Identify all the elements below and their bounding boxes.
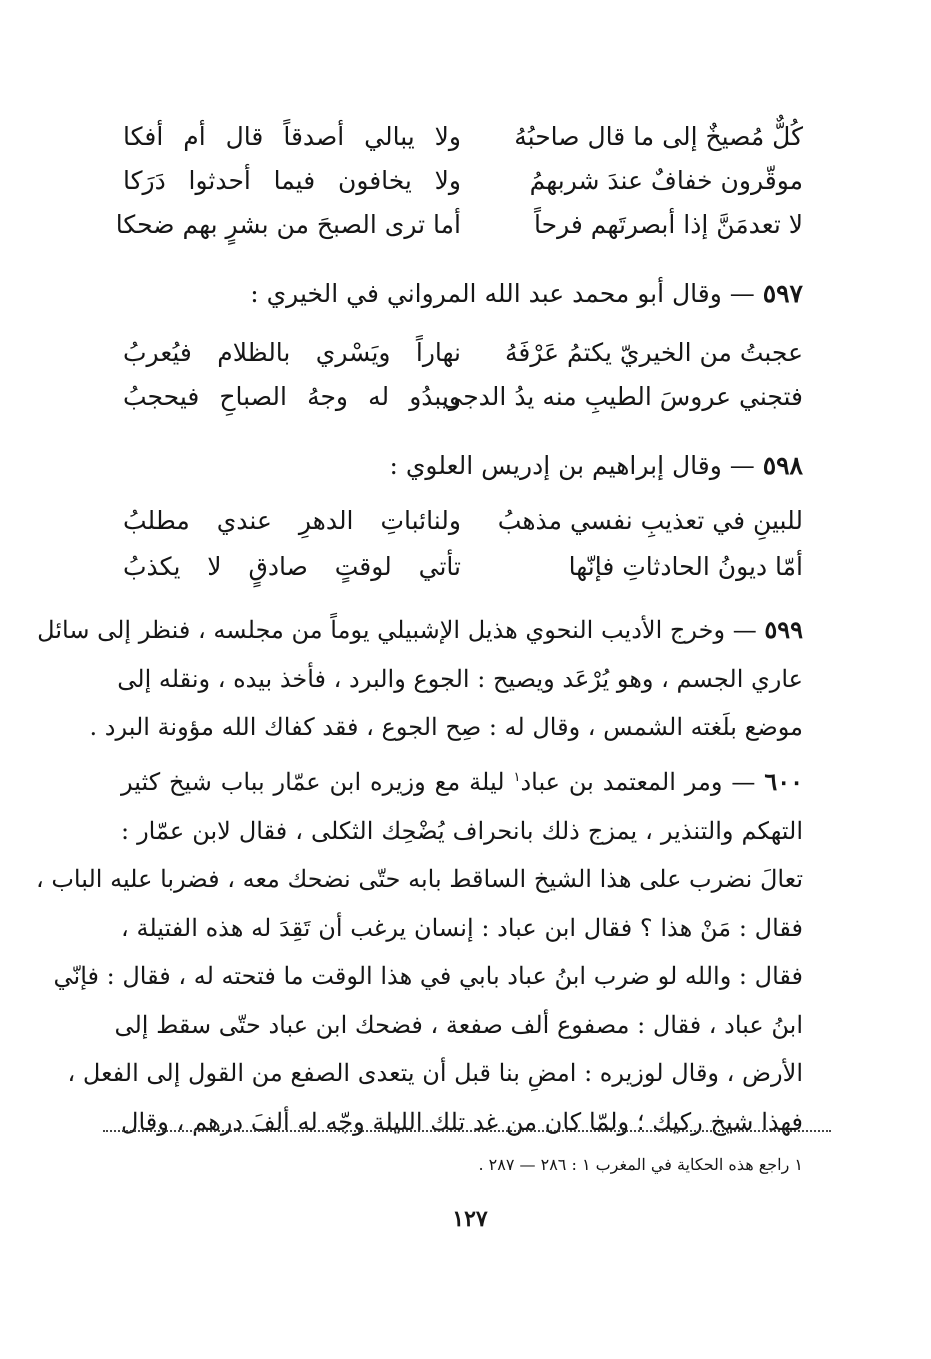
footnote (478, 1152, 803, 1178)
verse-line (115, 202, 803, 248)
footnote-reference: ١ (513, 770, 521, 785)
paragraph-line: موضع بلَغته الشمس ، وقال له : صِح الجوع ، فقد كفاك الله مؤونة البرد . (89, 713, 803, 741)
verse-second-hemistich: ولنائباتِ الدهرِ عندي مطلبُ (123, 506, 461, 535)
page-number: ١٢٧ (452, 1206, 488, 1232)
entry-600-paragraph (35, 758, 803, 1146)
entry-dash: — (731, 768, 756, 796)
paragraph-line: الأرض ، وقال لوزيره : امضِ بنا قبل أن يتعدى الصفع من القول إلى الفعل ، (67, 1059, 803, 1087)
verse-line (123, 158, 803, 204)
entry-intro-text: وقال أبو محمد عبد الله المرواني في الخيري : (250, 279, 722, 308)
entry-598-heading (389, 444, 803, 488)
verse-second-hemistich: تأتي لوقتٍ صادقٍ لا يكذبُ (123, 552, 461, 581)
verse-second-hemistich: ولا يخافون فيما أحدثوا دَرَكا (123, 166, 461, 195)
paragraph-text: ليلة مع وزيره ابن عمّار بباب شيخ كثير (121, 768, 505, 796)
entry-number: ٥٩٩ (764, 615, 803, 644)
entry-number: ٥٩٨ (762, 451, 803, 480)
verse-first-hemistich: فتجني عروسَ الطيبِ منه يدُ الدجى (442, 382, 803, 411)
paragraph-line: التهكم والتنذير ، يمزج ذلك بانحراف يُضْحِك الثكلى ، فقال لابن عمّار : (121, 816, 803, 845)
entry-dash: — (729, 451, 755, 480)
paragraph-line: تعالَ نضرب على هذا الشيخ الساقط بابه حتّى نضحك معه ، فضربا عليه الباب ، (35, 865, 803, 893)
verse-second-hemistich: نهاراً ويَسْري بالظلام فيُعربُ (123, 338, 461, 367)
paragraph-line (121, 758, 803, 807)
verse-first-hemistich: أمّا ديونُ الحادثاتِ فإنّها (568, 552, 803, 581)
paragraph-text: وخرج الأديب النحوي هذيل الإشبيلي يوماً من مجلسه ، فنظر إلى سائل (37, 616, 726, 644)
verse-first-hemistich: للبينِ في تعذيبِ نفسي مذهبُ (497, 506, 803, 535)
entry-dash: — (732, 616, 757, 644)
verse-second-hemistich: ويبدُو له وجهُ الصباحِ فيحجبُ (123, 382, 461, 411)
verse-line (123, 114, 803, 160)
footnote-divider (103, 1130, 831, 1132)
paragraph-line: عاري الجسم ، وهو يُرْعَد ويصيح : الجوع والبرد ، فأخذ بيده ، ونقله إلى (117, 664, 803, 693)
verse-first-hemistich: لا تعدمَنَّ إذا أبصرتَهم فرحاً (534, 210, 803, 239)
entry-dash: — (729, 279, 755, 308)
paragraph-text: ومر المعتمد بن عباد (520, 768, 723, 796)
footnote-number: ١ (794, 1155, 803, 1174)
entry-intro-text: وقال إبراهيم بن إدريس العلوي : (389, 451, 722, 480)
verse-line (123, 498, 803, 544)
verse-line (123, 330, 803, 376)
verse-second-hemistich: ولا يبالي أصدقاً قال أم أفكا (123, 122, 461, 151)
paragraph-line: فقال : مَنْ هذا ؟ فقال ابن عباد : إنسان يرغب أن تَقِدَ له هذه الفتيلة ، (121, 913, 803, 942)
verse-first-hemistich: كُلٌّ مُصيخٌ إلى ما قال صاحبُهُ (514, 122, 803, 151)
paragraph-line: فهذا شيخ ركيك ؛ ولمّا كان من غد تلك الليلة وجّه له ألفَ درهم ، وقال (121, 1107, 803, 1136)
entry-597-heading (250, 272, 803, 316)
entry-599-paragraph (37, 606, 803, 752)
paragraph-line: ابنُ عباد ، فقال : مصفوع ألف صفعة ، فضحك ابن عباد حتّى سقط إلى (114, 1010, 803, 1039)
footnote-text: راجع هذه الحكاية في المغرب ١ : ٢٨٦ — ٢٨٧ . (478, 1155, 790, 1174)
paragraph-line: فقال : والله لو ضرب ابنُ عباد بابي في هذا الوقت ما فتحته له ، فقال : فإنّي (53, 962, 803, 990)
entry-number: ٦٠٠ (764, 767, 803, 796)
paragraph-line (37, 606, 803, 655)
verse-first-hemistich: عجبتُ من الخيريّ يكتمُ عَرْفَهُ (505, 338, 803, 367)
verse-second-hemistich: أما ترى الصبحَ من بشرٍ بهم ضحكا (115, 210, 461, 239)
verse-first-hemistich: موقّرون خفافٌ عندَ شربهمُ (529, 166, 803, 195)
verse-line (123, 374, 803, 420)
entry-number: ٥٩٧ (762, 279, 803, 308)
verse-line (123, 544, 803, 590)
